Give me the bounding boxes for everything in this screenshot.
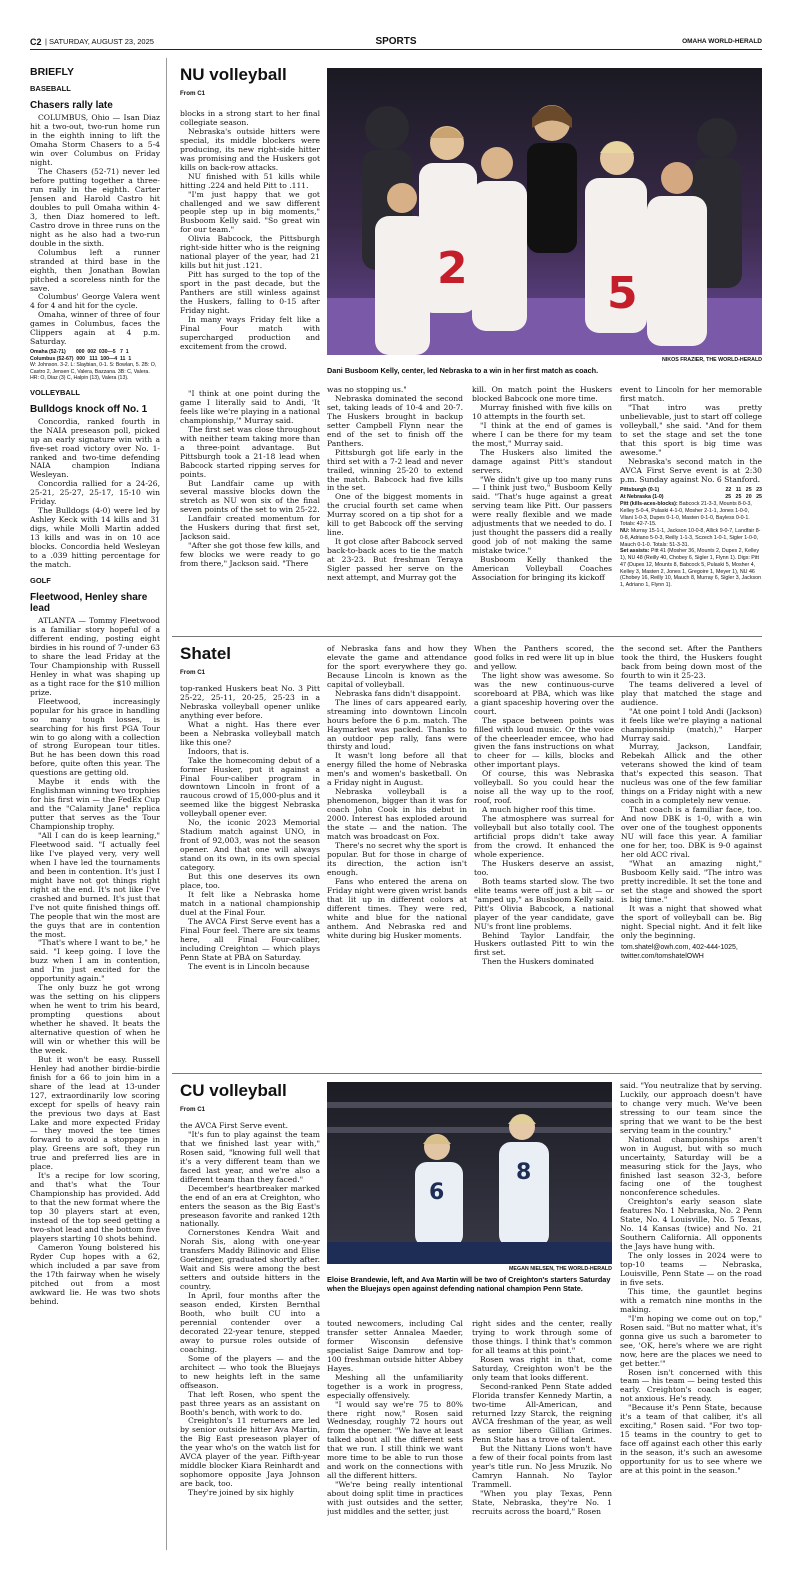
golf-label: GOLF	[30, 575, 51, 585]
baseball-box-score	[30, 349, 160, 382]
paragraph: The Chasers (52-71) never led before putting together a three-run rally in the eighth. Carter Jensen and Harold Castro hit doubles to pull Omaha within 4-3, then Diaz homered to left. Castro drove in three runs on the night as he also had a two-run double in the sixth.	[30, 167, 160, 248]
paragraph: "That's where I want to be," he said. "I keep going. I love the buzz when I am in contention, and I'm just excited for the opportunity again."	[30, 938, 160, 984]
paragraph: "I think at one point during the game I literally said to Andi, 'It feels like we're playing in a national championship,'" Murray said.	[180, 390, 320, 425]
story-divider	[172, 636, 762, 637]
box-team: Pittsburgh (0-1)	[620, 487, 660, 494]
paragraph: Maybe it ends with the Englishman winning two trophies for his first win — the FedEx Cup and the "Calamity Jane" replica putter that serves as the Tour Championship trophy.	[30, 777, 160, 832]
paragraph: The first set was close throughout with neither team taking more than a three-point advantage. But Pittsburgh took a 21-18 lead when Babcock started ripping serves for points.	[180, 424, 320, 479]
paragraph: "At one point I told Andi (Jackson) it feels like we're playing a national championship (match)," Harper Murray said.	[621, 706, 762, 743]
paragraph: It's a recipe for low scoring, and that's what the Tour Championship has provided. Add to that the new format where the top 30 players start at even, instead of the top seed getting a two-shot lead and the bottom five players starting 10 shots behind.	[30, 1171, 160, 1243]
paragraph: Some of the players — and the architect — who took the Bluejays to new heights left in the same offseason.	[180, 1353, 320, 1390]
paragraph: right sides and the center, really trying to work through some of those things. I think that's common for all teams at this point."	[472, 1320, 612, 1355]
paragraph: It wasn't long before all that energy filled the home of Nebraska men's and women's basketball. On a Friday night in August.	[327, 751, 467, 788]
cu-column-2	[327, 1320, 463, 1552]
paragraph: No, the iconic 2023 Memorial Stadium match against UNO, in front of 92,003, was not the season opener. And that one will always stand on its own, in its own special category.	[180, 818, 320, 873]
box-text: Babcock 21-3-3, Mounts 8-0-3, Kelley 5-0-4, Pulaski 4-1-0, Mosher 2-1-1, Jones 1-0-0, Vilani 1-0-3, Dupes 0-1-0, Masten 0-1-0, Bayless 0-0-1. Totals: 42-7-15.	[620, 501, 752, 528]
nu-photo-credit: NIKOS FRAZIER, THE WORLD-HERALD	[661, 357, 762, 363]
paragraph: Second-ranked Penn State added Florida transfer Kennedy Martin, a two-time All-American, and returned Izzy Starck, the reigning AVCA freshman of the year, as well as senior libero Gillian Grimes. Penn State has a trove of talent.	[472, 1381, 612, 1445]
shatel-column-2	[327, 645, 467, 1061]
nu-column-2	[327, 386, 463, 628]
nu-team-photo	[327, 68, 762, 355]
briefly-column	[30, 58, 160, 1550]
paragraph: Concordia rallied for a 24-26, 25-21, 25-27, 25-17, 15-10 win Friday.	[30, 479, 160, 507]
paragraph: "When you play Texas, Penn State, Nebraska, they're No. 1 recruits across the board," Rosen	[472, 1489, 612, 1517]
paragraph: But this one deserves its own place, too.	[180, 872, 320, 890]
paragraph: touted newcomers, including Cal transfer setter Annalea Maeder, former Wisconsin defensive specialist Saige Damrow and top-100 freshman outside hitter Abbey Hayes.	[327, 1320, 463, 1373]
baseball-label: BASEBALL	[30, 84, 71, 94]
paragraph: Fans who entered the arena on Friday night were given wrist bands that lit up in different colors at different times. They were red, white and blue for the national anthem. And Nebraska red and white during big Husker moments.	[327, 876, 467, 940]
paragraph: ATLANTA — Tommy Fleetwood is a familiar story hopeful of a different ending, posting eight birdies in his round of 7-under 63 to share the lead Friday at the Tour Championship with Russell Henley in what was shaping up as a tight race for the $10 million prize.	[30, 616, 160, 697]
bluejay-players-illustration	[327, 1082, 612, 1264]
paragraph: Nebraska's outside hitters were special, its middle blockers were producing, its new right-side hitter was promising and the Huskers got kills on back-row attacks.	[180, 126, 320, 172]
paragraph: There's no secret why the sport is popular. But for those in charge of its direction, the action isn't enough.	[327, 840, 467, 877]
box-text: Murray 15-1-1, Jackson 10-0-8, Allick 9-0-7, Landfair 8-0-8, Adriano 5-0-3, Reilly 1-1-3, Sczech 1-0-1, Sigler 1-0-0, Mauch 0-1-0. Totals: 51-3-31.	[620, 528, 761, 548]
paragraph: One of the biggest moments in the crucial fourth set came when Murray scored on a tip shot for a kill to get Babcock off the serving line.	[327, 492, 463, 538]
volleyball-label: VOLLEYBALL	[30, 387, 80, 397]
coach-figure	[527, 105, 577, 253]
nu-column-1-cont	[180, 390, 320, 628]
page-folio	[30, 36, 762, 50]
jump-line: From C1	[180, 669, 206, 676]
paragraph: The Bulldogs (4-0) were led by Ashley Keck with 14 kills and 31 digs, while Molli Martin added 13 kills and was in on 10 ace blocks. Concordia held Wesleyan to a .039 hitting percentage for the match.	[30, 506, 160, 569]
paragraph: "All I can do is keep learning," Fleetwood said. "I actually feel like I've played very, very well when I have led the tournaments and been in contention. It's just I might have not got things right right at the end. It's not like I've crashed and burned. It's just that I've not quite finished things off. The people that win the most are the guys that are in contention the most.	[30, 831, 160, 939]
paragraph: Fleetwood, increasingly popular for his grace in handling so many tough losses, is searching for his first PGA Tour win to go along with a collection of strong European tour titles. But he has been down this road before, quite often this year. The questions are getting old.	[30, 696, 160, 778]
paragraph: But the Nittany Lions won't have a few of their focal points from last year's title run. No Jess Mruzik. No Camryn Hannah. No Taylor Trammell.	[472, 1444, 612, 1490]
publication-name: OMAHA WORLD-HERALD	[682, 38, 762, 45]
box-row	[620, 494, 762, 501]
chasers-headline: Chasers rally late	[30, 100, 113, 112]
paragraph: National championships aren't won in August, but with so much uncertainty, Saturday will be a measuring stick for the Jays, who finished last season 32-3, before facing one of the toughest nonconference schedules.	[620, 1134, 762, 1198]
paragraph: Meshing all the unfamiliarity together is a work in progress, especially offensively.	[327, 1372, 463, 1400]
bulldogs-headline: Bulldogs knock off No. 1	[30, 403, 148, 415]
paragraph: NU finished with 51 kills while hitting .224 and held Pitt to .111.	[180, 171, 320, 190]
paragraph: "It's fun to play against the team that we finished last year with," Rosen said, "knowing full well that it's a very different team than we faced last year, and we're also a different team than they faced."	[180, 1129, 320, 1184]
paragraph: Nebraska volleyball is a phenomenon, bigger than it was for coach John Cook in his debut in 2000. Interest has exploded around the state — and the nation. The match was broadcast on Fox.	[327, 787, 467, 842]
box-team: At Nebraska (1-0)	[620, 494, 664, 501]
box-assists	[620, 548, 762, 589]
paragraph: Creighton's 11 returners are led by senior outside hitter Ava Martin, the Big East preseason player of the year who's on the watch list for AVCA player of the year. Fifth-year middle blocker Kiara Reinhardt and sophomore opposite Jaya Johnson are back, too.	[180, 1416, 320, 1489]
paragraph: "After she got those few kills, and few blocks we were ready to go from there," Jackson said. "There	[180, 541, 320, 569]
jersey-number: 6	[429, 1180, 445, 1205]
paragraph: The event is in Lincoln because	[188, 961, 310, 971]
paragraph: Pitt has surged to the top of the sport in the past decade, but the Panthers are still winless against the Huskers, falling to 0-15 after Friday night.	[180, 270, 320, 315]
paragraph: Cameron Young bolstered his Ryder Cup hopes with a 62, which included a par save from the 17th fairway when he wisely pitched out from a most awkward lie. He was two shots behind.	[30, 1242, 160, 1306]
cu-players-photo	[327, 1082, 612, 1264]
paragraph: It was a night that showed what the sport of volleyball can be. Big night. Special night. And it felt like only the beginning.	[621, 903, 762, 940]
paragraph: Indoors, that is.	[188, 746, 249, 756]
paragraph: "What an amazing night," Busboom Kelly said. "The intro was pretty incredible. It set the tone and set the stage and showed the sport is big time."	[621, 858, 762, 904]
paragraph: This time, the gauntlet begins with a rematch nine months in the making.	[620, 1286, 762, 1314]
paragraph: That left Rosen, who spent the past three years as an assistant on Booth's bench, with work to do.	[180, 1389, 320, 1417]
paragraph: Take the homecoming debut of a former Husker, put it against a Final Four-caliber program in downtown Lincoln in front of a raucous crowd of 15,000-plus and it seemed like the biggest Nebraska volleyball opener ever.	[180, 755, 320, 819]
paragraph: Pittsburgh got life early in the third set with a 7-2 lead and never trailed, winning 25-20 to extend the match. Babcock had five kills in the set.	[327, 447, 463, 493]
golf-story	[30, 617, 160, 1306]
paragraph: The teams delivered a level of play that matched the stage and audience.	[621, 679, 762, 707]
paragraph: That coach is a familiar face, too. And now DBK is 1-0, with a win over one of the toughest opponents NU will face this year. A familiar one for her, too. DBK is 9-0 against her old ACC rival.	[621, 805, 762, 859]
paragraph: "I'm hoping we come out on top," Rosen said. "But no matter what, it's gonna give us such a barometer to see, 'OK, here's where we are right now, here are the places we need to get better.'"	[620, 1313, 762, 1368]
jersey-number: 5	[607, 268, 638, 319]
paragraph: Murray, Jackson, Landfair, Rebekah Allick and the other veterans showed the kind of team that's expected this season. That nucleus was one of the few familiar things on a Friday night with a new coach in a completely new venue.	[621, 742, 762, 806]
shatel-kicker: Shatel	[180, 645, 232, 663]
box-text: Pitt 41 (Mosher 36, Mounts 2, Dupes 2, Kelley 1), NU 48 (Reilly 40, Chobey 6, Sigler 1, Flynn 1). Digs: Pitt 47 (Dupes 12, Mounts 8, Babcock 5, Pulaski 5, Mosher 4, Kelley 3, Masten 2, Jones 1, Gregoire 1, Meyer 1), NU 46 (Chobey 16, Reilly 10, Mauch 8, Murray 6, Sigler 3, Jackson 1, Adriano 1, Flynn 1).	[620, 548, 762, 589]
paragraph: December's heartbreaker marked the end of an era at Creighton, who enters the season as the Big East's preseason favorite and ranked 12th nationally.	[180, 1183, 320, 1229]
box-sets: 22 11 25 23	[725, 487, 762, 494]
paragraph: The only buzz he got wrong was the setting on his clippers when he went to trim his beard, prompting questions about whether he shaved. It beats the alternative question of when he will win or whether this will be the week.	[30, 983, 160, 1055]
paragraph: Of course, this was Nebraska volleyball. So you could hear the noise all the way up to the roof, roof, roof.	[474, 769, 614, 806]
paragraph: Nebraska dominated the second set, taking leads of 10-4 and 20-7. The Huskers brought in backup setter Campbell Flynn near the end of the set to finish off the Panthers.	[327, 393, 463, 448]
nu-photo-caption: Dani Busboom Kelly, center, led Nebraska to a win in her first match as coach.	[327, 366, 599, 375]
paragraph: COLUMBUS, Ohio — Isan Diaz hit a two-out, two-run home run in the eighth inning to lift the Omaha Storm Chasers to a 5-4 win over Columbus on Friday night.	[30, 113, 160, 168]
paragraph: The Huskers also limited the damage against Pitt's standout servers.	[472, 447, 612, 475]
paragraph: Columbus' George Valera went 4 for 4 and hit for the cycle.	[30, 292, 160, 311]
paragraph: The lines of cars appeared early, streaming into downtown Lincoln hours before the 6 p.m. match. The Haymarket was packed. Thanks to an outdoor pep rally, fans were thirsty and loud.	[327, 697, 467, 752]
box-sets: 25 25 20 25	[725, 494, 762, 501]
paragraph: The AVCA First Serve event has a Final Four feel. There are six teams here, all Final Four-caliber, including Creighton — which plays Penn State at PBA on Saturday.	[180, 916, 320, 962]
bulldogs-story	[30, 418, 160, 570]
paragraph: The space between points was filled with loud music. Or the voice of the cheerleader emcee, who had given the fans instructions on what to cheer for — kills, blocks and other important plays.	[474, 715, 614, 770]
paragraph: Rosen isn't concerned with this team — his team — being tested this early. Creighton's coach is eager, not anxious. He's ready.	[620, 1367, 762, 1404]
paragraph: Columbus left a runner stranded at third base in the eighth, then Jonathan Bowlan pitched a scoreless ninth for the save.	[30, 247, 160, 293]
paragraph: The light show was awesome. So was the new continuous-curve scoreboard at PBA, which was like a giant spaceship hovering over the court.	[474, 670, 614, 716]
box-nu-stats	[620, 528, 762, 548]
paragraph: of Nebraska fans and how they elevate the game and attendance for the sport everywhere they go. Because Lincoln is known as the capital of volleyball.	[327, 645, 467, 689]
paragraph: A much higher roof this time.	[482, 805, 596, 815]
shatel-column-1	[180, 685, 320, 1061]
paragraph: "I'm just happy that we got challenged and we saw different people step up in big moments," Busboom Kelly said. "So great win for our team."	[180, 189, 320, 235]
golf-headline: Fleetwood, Henley share lead	[30, 591, 148, 614]
shatel-column-3	[474, 645, 614, 1061]
paragraph: Concordia, ranked fourth in the NAIA preseason poll, picked up an early signature win with a five-set road victory over No. 1-ranked and two-time defending NAIA champion Indiana Wesleyan.	[30, 416, 160, 480]
volleyball-box-score	[620, 487, 762, 588]
paragraph: The Huskers deserve an assist, too.	[474, 858, 614, 877]
story-divider	[172, 1073, 762, 1074]
paragraph: Olivia Babcock, the Pittsburgh right-side hitter who is the reigning national player of the year, had 21 kills but hit just .121.	[180, 234, 320, 271]
paragraph: "Because it's Penn State, because it's a team of that caliber, it's all exciting," Rosen said. "For two top-15 teams in the country to get to face off against each other this early in the season, it's such an awesome opportunity for us to see where we are at this point in the season."	[620, 1403, 762, 1475]
paragraph: It got close after Babcock served back-to-back aces to tie the match at 23-23. But freshman Teraya Sigler passed her serve on the next attempt, and Murray got the	[327, 537, 463, 583]
paragraph: "I think at the end of games is where I can be there for my team the most," Murray said.	[472, 420, 612, 448]
paragraph: kill. On match point the Huskers blocked Babcock one more time.	[472, 386, 612, 403]
paragraph: the second set. After the Panthers took the third, the Huskers fought back from being down most of the fourth to win it 25-23.	[621, 645, 762, 680]
box-row	[620, 487, 762, 494]
paragraph: The only losses in 2024 were to top-10 teams — Nebraska, Louisville, Penn State — on the road in five sets.	[620, 1251, 762, 1287]
paragraph: Nebraska's second match in the AVCA First Serve event is at 2:30 p.m. Sunday against No. 6 Stanford.	[620, 456, 762, 484]
cu-column-1	[180, 1122, 320, 1550]
jump-line: From C1	[180, 1106, 206, 1113]
paragraph: In April, four months after the season ended, Kirsten Bernthal Booth, who built CU into a perennial contender over a decorated 22-year tenure, stepped away to pursue roles outside of coaching.	[180, 1291, 320, 1354]
paragraph: Creighton's early season slate features No. 1 Nebraska, No. 2 Penn State, No. 4 Louisville, No. 5 Texas, No. 14 Kansas (twice) and No. 21 Southern California. All opponents the Jays have hung with.	[620, 1197, 762, 1252]
box-detail: W: Johnson. 3-2. L: Slaybian, 0-1. S: Bowlan, 5. 2B: O, Castro 2, Jensen C, Valera, Bazzana. 3B: C, Valera. HR: O, Diaz (3) C, Halpin (13), Valera (13).	[30, 362, 157, 382]
nu-volleyball-story	[180, 66, 320, 400]
nu-column-3	[472, 386, 612, 628]
cu-column-4	[620, 1082, 762, 1552]
paragraph: But Landfair came up with several massive blocks down the stretch as NU won six of the final seven points of the set to win 25-22.	[180, 478, 320, 515]
paragraph: top-ranked Huskers beat No. 3 Pitt 25-22, 25-11, 20-25, 25-23 in a Nebraska volleyball opener unlike anything ever before.	[180, 685, 320, 720]
page-number: C2	[30, 37, 42, 47]
jump-line: From C1	[180, 90, 206, 97]
paragraph: the AVCA First Serve event.	[180, 1122, 288, 1130]
paragraph: Rosen was right in that, come Saturday, Creighton won't be the only team that looks different.	[472, 1354, 612, 1382]
paragraph: said. "You neutralize that by serving. Luckily, our approach doesn't have to change very much. We've been stressing to our team since the spring that we want to be the best serving team in the country."	[620, 1082, 762, 1135]
paragraph: But it won't be easy. Russell Henley had another birdie-birdie finish for a 66 to join him in a share of the lead at 13-under 127, extraordinarily low scoring except for spells of heavy rain the previous two days at East Lake and more expected Friday — they moved the tee times forward to avoid a stoppage in play. Greens are soft, they run true and preferred lies are in place.	[30, 1054, 160, 1172]
page-date: | SATURDAY, AUGUST 23, 2025	[45, 37, 154, 46]
paragraph: It felt like a Nebraska home match in a national championship duel at the Final Four.	[180, 889, 320, 917]
section-name: SPORTS	[375, 36, 417, 47]
paragraph: Omaha, winner of three of four games in Columbus, faces the Clippers again at 4 p.m. Saturday.	[30, 310, 160, 347]
cu-column-3	[472, 1320, 612, 1552]
paragraph: "I would say we're 75 to 80% there right now," Rosen said Wednesday, roughly 72 hours out from the opener. "We have at least talked about all the different sets that we run. I still think we want more time to be able to run those and work on the connections with all the different hitters.	[327, 1399, 463, 1481]
paragraph: "We're being really intentional about doing split time in practices with just outsides and the setter, just middles and the setter, just	[327, 1480, 463, 1517]
paragraph: "That intro was pretty unbelievable, just to start off college volleyball," she said. "And for them to set the stage and set the tone that this sport is big time was awesome."	[620, 402, 762, 457]
box-line: Omaha (52-71) 000 002 030—5 7 1	[30, 349, 129, 356]
paragraph: Landfair created momentum for the Huskers during that first set, Jackson said.	[180, 514, 320, 542]
paragraph: was no stopping us."	[327, 386, 407, 394]
jersey-number: 8	[516, 1160, 532, 1185]
shatel-column-story	[180, 645, 762, 1065]
box-pitt-stats	[620, 501, 762, 528]
cu-kicker: CU volleyball	[180, 1082, 287, 1100]
paragraph: Then the Huskers dominated	[482, 957, 594, 967]
briefly-heading: BRIEFLY	[30, 66, 74, 78]
cu-photo-caption: Eloise Brandewie, left, and Ava Martin will be two of Creighton's starters Saturday when the Bluejays open against defending national champion Penn State.	[327, 1275, 611, 1293]
paragraph: Cornerstones Kendra Wait and Norah Sis, along with one-year transfers Maddy Bilinovic and Elise Goetzinger, graduated shortly after. Wait and Sis were among the best setters and outside hitters in the country.	[180, 1228, 320, 1292]
paragraph: event to Lincoln for her memorable first match.	[620, 386, 762, 403]
paragraph: The atmosphere was surreal for volleyball but also totally cool. The artificial props didn't take away from the crowd. It enhanced the whole experience.	[474, 814, 614, 859]
paragraph: When the Panthers scored, the good folks in red were lit up in blue and yellow.	[474, 645, 614, 671]
nu-column-4	[620, 386, 762, 628]
huddle-illustration	[327, 68, 762, 355]
box-label: NU:	[620, 528, 630, 535]
box-label: Pitt (kills-aces-blocks):	[620, 501, 678, 508]
column-rule	[166, 58, 167, 1550]
jersey-number: 2	[437, 243, 468, 294]
box-line: Columbus (52-67) 000 111 100—4 11 1	[30, 355, 132, 362]
paragraph: Nebraska fans didn't disappoint.	[335, 688, 461, 698]
paragraph: "We didn't give up too many runs — I think just two," Busboom Kelly said. "That's huge against a great serving team like Pitt. Our passers were really flexible and we made adjustments that we needed to do. I just thought the passers did a really good job of not making the same mistake twice."	[472, 474, 612, 556]
paragraph: In many ways Friday felt like a Final Four match with supercharged production and excitement from the crowd.	[180, 314, 320, 351]
nu-kicker: NU volleyball	[180, 66, 287, 84]
box-label: Set assists:	[620, 548, 650, 555]
paragraph: What a night. Has there ever been a Nebraska volleyball match like this one?	[180, 719, 320, 747]
paragraph: Both teams started slow. The two elite teams were off just a bit — or "amped up," as Busboom Kelly said. Pitt's Olivia Babcock, a national player of the year candidate, gave NU's front line problems.	[474, 876, 614, 931]
cu-photo-credit: MEGAN NIELSEN, THE WORLD-HERALD	[509, 1266, 612, 1272]
paragraph: Behind Taylor Landfair, the Huskers outlasted Pitt to win the first set.	[474, 930, 614, 958]
shatel-column-4	[621, 645, 762, 1061]
paragraph: Busboom Kelly thanked the American Volleyball Coaches Association for bringing its kickoff	[472, 555, 612, 583]
author-contact: tom.shatel@owh.com, 402-444-1025, twitter.com/tomshatelOWH	[621, 944, 738, 960]
paragraph: blocks in a strong start to her final collegiate season.	[180, 110, 320, 127]
nu-column-1	[180, 110, 320, 400]
chasers-story	[30, 114, 160, 347]
paragraph: Murray finished with five kills on 10 attempts in the fourth set.	[472, 402, 612, 421]
paragraph: They're joined by six highly	[188, 1488, 294, 1498]
